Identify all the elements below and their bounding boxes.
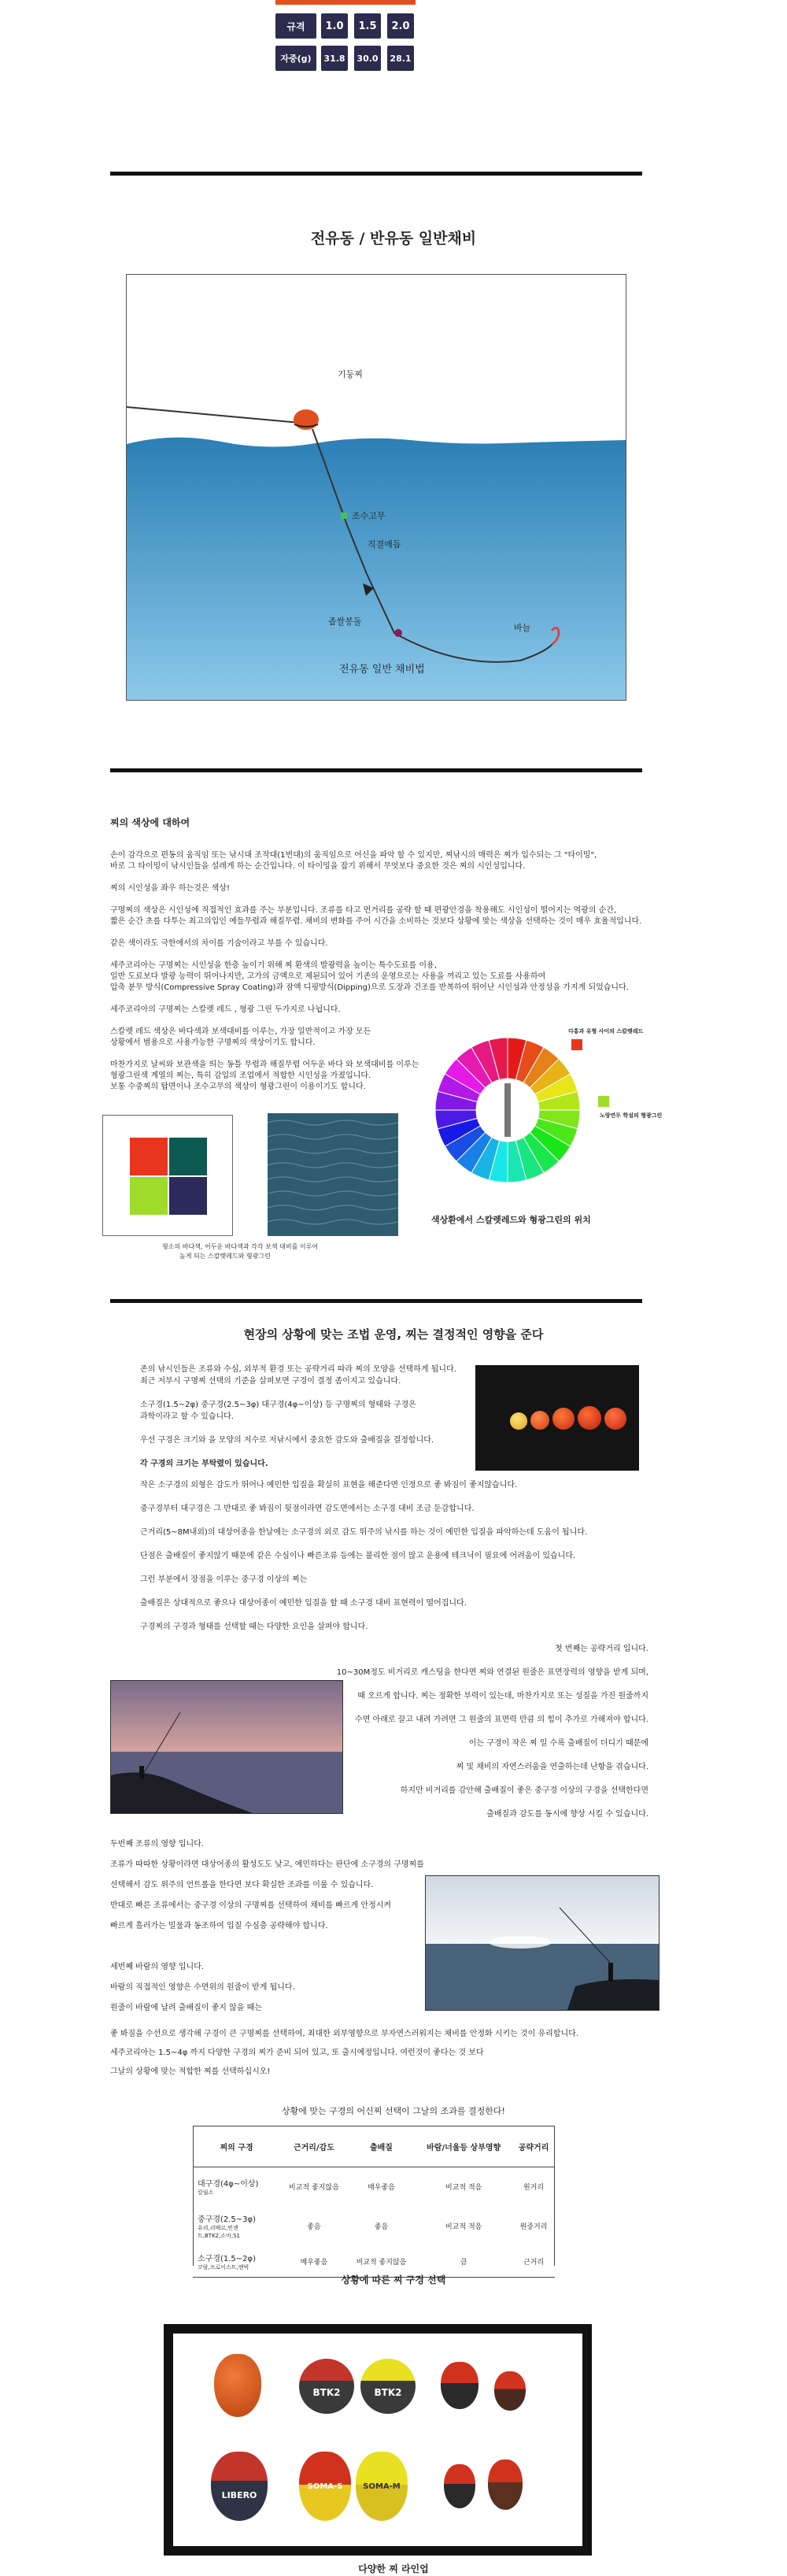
spec-top-accent <box>275 0 416 5</box>
spec-size-3: 2.0 <box>387 13 414 39</box>
spec-size-1: 1.0 <box>321 13 348 39</box>
th-casting: 출배질 <box>348 2126 416 2167</box>
fishing-photo-2 <box>425 1875 660 2011</box>
text-line: 수면 아래로 끌고 내려 가려면 그 원줄의 표면력 만큼 의 힘이 추가로 가해져야 합니다. <box>355 1715 648 1724</box>
row1-sub: 칼립소 <box>198 2189 214 2197</box>
wheel-label-green: 노랑연두 학설의 형광그린 <box>600 1112 663 1119</box>
row2-name: 중구경(2.5~3φ) <box>198 2215 257 2224</box>
lineup-label-btk2-a: BTK2 <box>312 2387 341 2398</box>
text-line: 작은 소구경의 외형은 감도가 뛰어나 예민한 입질을 확실히 표현을 해준다면 인정으로 좋 봐짐이 좋지않습니다. <box>140 1481 518 1490</box>
floats-photo <box>475 1365 639 1471</box>
section2-title: 찌의 색상에 대하여 <box>110 817 190 828</box>
spec-label-weight: 자중(g) <box>275 46 316 71</box>
text-line: 때 오르게 합니다. 찌는 정확한 부력이 있는데, 마찬가지로 또는 성질을 가진 원줄까지 <box>357 1692 648 1701</box>
text-line: 빠르게 흘러가는 밀물과 동조하여 입질 수심층 공략해야 합니다. <box>110 1922 328 1930</box>
lineup-label-soma-m: SOMA-M <box>363 2482 401 2491</box>
label-tide-rubber: 조수고무 <box>352 511 386 521</box>
text-line: 찌 및 채비의 자연스러움을 연출하는데 난항을 겪습니다. <box>456 1763 648 1771</box>
th-wind: 바람/너울등 상부영향 <box>415 2126 512 2167</box>
text-line: 세주코리아는 1.5~4φ 까지 다양한 구경의 찌가 준비 되어 있고, 또 출시예정입니다. 여런것이 좋다는 것 보다 <box>110 2049 484 2057</box>
s2-para8-l2: 형광그린색 계열의 찌는, 특히 감입의 조업에서 적합한 시인성을 가졌입니다. <box>110 1071 371 1080</box>
row2-c3: 비교적 적음 <box>445 2223 482 2231</box>
wheel-green-marker <box>598 1096 609 1107</box>
text-line: 존의 낚시인들은 조류와 수심, 외부적 환경 또는 공략거리 따라 찌의 모양을 선택하게 됩니다. <box>140 1365 456 1374</box>
lineup-float-small-1 <box>441 2362 478 2409</box>
sea-photo <box>268 1113 398 1236</box>
swatch-caption-l2: 높게 되는 스칼렛레드와 형광그린 <box>179 1253 271 1260</box>
wheel-caption: 색상환에서 스칼렛레드와 형광그린의 위치 <box>431 1215 591 1225</box>
text-line: 근거리(5~8M내외)의 대상어종을 한날에는 소구경의 외로 감도 뛰주의 낚시를 하는 것이 예민한 입질을 파악하는데 도움이 됩니다. <box>140 1528 588 1537</box>
lineup-float-orange-1 <box>214 2354 261 2417</box>
lineup-float-small-4 <box>488 2459 523 2510</box>
float-ball-4 <box>578 1406 601 1430</box>
row1-c4: 원거리 <box>523 2184 545 2193</box>
text-line <box>140 1423 471 1434</box>
text-line: 좋 봐짐을 수선으로 생각해 구경이 큰 구명찌를 선택하여, 최대한 외부영향으로 부자연스러워지는 채비를 안정화 시키는 것이 유리합니다. <box>110 2030 578 2038</box>
text-line: 우선 구경은 크기와 을 모양의 저수로 저낚시에서 중요한 감도와 출배질을 결정합니다. <box>140 1436 434 1445</box>
row2-c4: 원중거리 <box>519 2223 548 2231</box>
row3-c4: 근거리 <box>523 2258 545 2267</box>
s2-para8-l1: 마찬가지로 날씨와 보관색을 띄는 동틀 무렵과 해질무렵 어두운 바다 와 보색대비를 이루는 <box>110 1060 419 1069</box>
text-line: 조류가 따따한 상황이라면 대상어종의 활성도도 낮고, 예민하다는 판단에 소구경의 구명찌를 <box>110 1860 424 1869</box>
label-stopper: 기둥찌 <box>338 369 363 379</box>
tide-rubber-icon <box>341 513 347 519</box>
lineup-float-btk2-yellow <box>360 2359 416 2414</box>
main-line-surface <box>127 407 300 423</box>
text-line <box>110 1937 425 1957</box>
text-line <box>140 1387 471 1399</box>
rig-diagram-svg <box>127 275 626 700</box>
s3-full-block <box>140 1474 660 1639</box>
lineup-frame <box>164 2324 592 2556</box>
float-ball-2 <box>530 1411 549 1430</box>
text-line: 반대로 빠른 조류에서는 중구경 이상의 구명찌를 선택하여 채비를 빠르게 안정시켜 <box>110 1901 392 1910</box>
text-line: 바람의 직접적인 영향은 수면위의 원줄이 받게 됩니다. <box>110 1983 295 1992</box>
lineup-float-soma-s <box>299 2452 351 2521</box>
sea-texture-svg <box>268 1113 398 1236</box>
th-sensitivity: 근거리/감도 <box>280 2126 348 2167</box>
text-line: 구경찌의 구경과 형태를 선택할 때는 다양한 요인을 살펴야 합니다. <box>140 1623 368 1631</box>
s2-para3-l2: 짧은 순간 초를 다투는 최고의입인 예들무렵과 해질무렵. 채비의 변화를 주어 시간을 소비하는 것보다 상황에 맞는 색상을 선택하는 것이 매우 효율적입니다. <box>110 917 642 926</box>
rig-diagram <box>126 274 626 701</box>
lineup-float-btk2-dark <box>299 2359 354 2414</box>
s2-para2: 찌의 시인성을 좌우 하는것은 색상! <box>110 884 230 893</box>
color-wheel-svg <box>429 1031 586 1189</box>
text-line: 최근 저부시 구명찌 선택의 기준을 살펴보면 구경이 결정 좀이지고 있습니다. <box>140 1377 401 1386</box>
lineup-label-soma-s: SOMA-S <box>307 2482 343 2491</box>
swatch-navy <box>169 1177 207 1215</box>
wheel-label-red: 다홍과 유형 사이의 스칼렛레드 <box>568 1028 644 1034</box>
s3-left-block <box>140 1364 471 1470</box>
s2-para1-l1: 손이 감각으로 편동의 움직임 또는 낚시대 조작대(1번대)의 움직임으로 어신을 파악 할 수 있지만, 찌낚시의 매력은 찌가 입수되는 그 "타이밍", <box>110 851 597 860</box>
lineup-float-soma-m <box>356 2452 408 2521</box>
table-left-border <box>193 2126 194 2266</box>
lineup-inner <box>173 2334 582 2546</box>
s2-para7-l2: 상황에서 범용으로 사용가능한 구명찌의 색상이기도 합니다. <box>110 1038 316 1047</box>
row2-c2: 좋음 <box>374 2223 389 2231</box>
text-line: 출배질과 감도를 동시에 향상 시킬 수 있습니다. <box>486 1810 648 1819</box>
text-line: 그런 부분에서 장점을 이루는 중구경 이상의 찌는 <box>140 1575 308 1584</box>
text-line: 과학이라고 할 수 있습니다. <box>140 1412 234 1421</box>
s2-para7-l1: 스칼렛 레드 색상은 바다색과 보색대비를 이루는, 가장 일반적이고 가장 모든 <box>110 1027 371 1036</box>
text-line: 중구경부터 대구경은 그 반대로 좋 봐짐이 뒷점이라면 감도면에서는 소구경 대비 조금 둔감합니다. <box>140 1505 475 1513</box>
fishing-photo-1 <box>110 1680 343 1814</box>
row2-sub: 유리,리베르,빈센트,BTK2,소마,S1 <box>198 2225 240 2239</box>
section3-title: 현장의 상황에 맞는 조법 운영, 찌는 결정적인 영향을 준다 <box>243 1327 544 1342</box>
text-line: 세번째 바람의 영향 입니다. <box>110 1963 204 1971</box>
wheel-red-marker <box>571 1039 582 1050</box>
text-line: 그날의 상황에 맞는 적합한 찌를 선택하십시오! <box>110 2067 271 2076</box>
text-line <box>140 1446 471 1458</box>
s3-left2-block <box>110 1834 425 2019</box>
row3-sub: 코랄,프로이스트,엔빅 <box>198 2263 249 2271</box>
swatch-scarlet <box>130 1138 168 1175</box>
table-header-row <box>193 2126 555 2167</box>
row1-c3: 비교적 적음 <box>445 2184 482 2193</box>
float-size-table <box>193 2126 555 2278</box>
s3-tail-block <box>110 2025 661 2082</box>
row1-c1: 비교적 좋지않음 <box>289 2184 339 2193</box>
row1-c2: 매우좋음 <box>368 2184 395 2193</box>
divider-3 <box>110 1299 642 1303</box>
lineup-caption: 다양한 찌 라인업 <box>358 2563 429 2574</box>
fishing-photo-2-svg <box>426 1876 659 2010</box>
text-line: 첫 번째는 공략거리 입니다. <box>555 1645 648 1653</box>
section1-title: 전유동 / 반유동 일반채비 <box>310 230 477 247</box>
s2-para5-l1: 세주코리아는 구명찌는 시인성을 한층 높이기 위해 찌 환색의 발광력을 높이는 특수도료를 이용, <box>110 961 437 970</box>
spec-weight-1: 31.8 <box>321 46 348 71</box>
row3-name: 소구경(1.5~2φ) <box>198 2254 257 2263</box>
s2-para6: 세주코리아의 구명찌는 스칼렛 레드 , 형광 그린 두가지로 나뉩니다. <box>110 1005 341 1014</box>
swatch-caption-l1: 형소의 바다색, 어두운 바다색과 각각 보색 대비를 이루어 <box>162 1243 319 1250</box>
float-ball-5 <box>604 1408 626 1430</box>
text-line: 10~30M정도 비거리로 캐스팅을 한다면 찌와 연결된 원줄은 표면장력의 영향을 받게 되며, <box>336 1668 648 1677</box>
lineup-label-btk2-b: BTK2 <box>374 2387 402 2398</box>
table-caption: 상황에 따른 찌 구경 선택 <box>341 2274 446 2285</box>
color-wheel <box>429 1031 586 1189</box>
color-swatch-box <box>102 1115 233 1236</box>
label-sinker: 좁쌀봉돌 <box>328 616 362 627</box>
s2-para8-l3: 보통 수중찌의 탑면이나 조수고무의 색상이 형광그린이 이용이기도 합니다. <box>110 1083 366 1091</box>
text-line: 선택해서 감도 위주의 언트롤을 한다면 보다 확실한 조과를 이룰 수 있습니다. <box>110 1881 374 1889</box>
row3-c2: 비교적 좋지않음 <box>356 2258 407 2267</box>
table-row <box>193 2167 555 2207</box>
text-line: 이는 구경이 작은 찌 일 수록 출배질이 더디기 때문에 <box>468 1739 648 1748</box>
swatch-fluoro-green <box>130 1177 168 1215</box>
row3-c1: 매우좋음 <box>300 2258 328 2267</box>
spec-weight-3: 28.1 <box>387 46 414 71</box>
float-ball-3 <box>552 1408 575 1430</box>
lineup-label-libero: LIBERO <box>221 2489 257 2500</box>
row2-c1: 좋음 <box>307 2223 321 2231</box>
text-line: 각 구경의 크기는 부탁렸이 있습니다. <box>140 1460 268 1468</box>
sinker-icon <box>394 629 402 637</box>
spec-label-size: 규격 <box>275 13 316 39</box>
s2-para5-l3: 압축 분무 방식(Compressive Spray Coating)과 잠액 디핑방식(Dipping)으로 도장과 건조를 반복하여 뛰어난 시인성과 안정성을 가지게 되었습니다. <box>110 983 629 992</box>
divider-1 <box>110 172 642 176</box>
text-line: 원줄이 바람에 날려 출배질이 좋지 않을 때는 <box>110 2004 262 2012</box>
text-line: 하지만 비거리를 감안해 출배질이 좋은 중구경 이상의 구경을 선택한다면 <box>400 1786 648 1795</box>
divider-2 <box>110 768 642 772</box>
s2-para4: 같은 색이라도 극한에서의 차이를 기술이라고 부를 수 있습니다. <box>110 939 328 948</box>
wheel-gray-scale <box>504 1083 511 1137</box>
th-size: 찌의 구경 <box>193 2126 280 2167</box>
text-line: 두번째 조류의 영향 입니다. <box>110 1840 204 1849</box>
table-title: 상황에 맞는 구경의 어신찌 선택이 그날의 조과를 결정한다! <box>282 2106 505 2116</box>
table-row <box>193 2207 555 2246</box>
table-right-border <box>554 2126 555 2266</box>
spec-size-2: 1.5 <box>354 13 381 39</box>
fishing-photo-1-svg <box>111 1681 342 1813</box>
s2-para1-l2: 바로 그 타이밍이 낚시인들을 설레게 하는 순간입니다. 이 타이밍을 잡기 위해서 무엇보다 중요한 것은 찌의 시인성입니다. <box>110 862 526 871</box>
row3-c3: 큼 <box>460 2258 467 2267</box>
text-line: 단점은 출배질이 좋지않기 때문에 같은 수심이나 빠른조류 등에는 불리한 점이 많고 운용에 테크닉이 필요에 어려움이 있습니다. <box>140 1552 576 1560</box>
lineup-float-libero <box>211 2452 268 2521</box>
text-line: 출배질은 상대적으로 좋으나 대상어종이 예민한 입질을 할 때 소구경 대비 표현력이 떨어집니다. <box>140 1599 467 1608</box>
float-ball-1 <box>510 1412 527 1430</box>
label-direct-line: 직결매듭 <box>368 539 401 550</box>
s3-right-block <box>331 1638 648 1827</box>
lineup-float-small-2 <box>494 2371 526 2411</box>
swatch-dark-teal <box>169 1138 207 1175</box>
s2-para5-l2: 일반 도료보다 발광 능력이 뛰어나지만, 고가의 금액으로 제된되어 있어 기존의 운영으로는 사용을 꺼리고 있는 도료를 사용하여 <box>110 972 546 981</box>
th-range: 공략거리 <box>512 2126 555 2167</box>
diagram-caption: 전유동 일반 채비법 <box>339 664 425 675</box>
spec-table-top <box>0 0 787 79</box>
s2-para3-l1: 구명찌의 색상은 시인성에 직접적인 효과를 주는 부분입니다. 조류를 타고 먼거리를 공략 할 때 편광안경을 착용해도 시인성이 떨어지는 역광의 순간, <box>110 906 617 915</box>
label-hook: 바늘 <box>514 623 531 633</box>
lineup-float-small-3 <box>444 2464 475 2508</box>
row1-name: 대구경(4φ~이상) <box>198 2180 259 2189</box>
text-line: 소구경(1.5~2φ) 중구경(2.5~3φ) 대구경(4φ~이상) 등 구명찌의 형태와 구경은 <box>140 1401 416 1409</box>
spec-weight-2: 30.0 <box>354 46 381 71</box>
